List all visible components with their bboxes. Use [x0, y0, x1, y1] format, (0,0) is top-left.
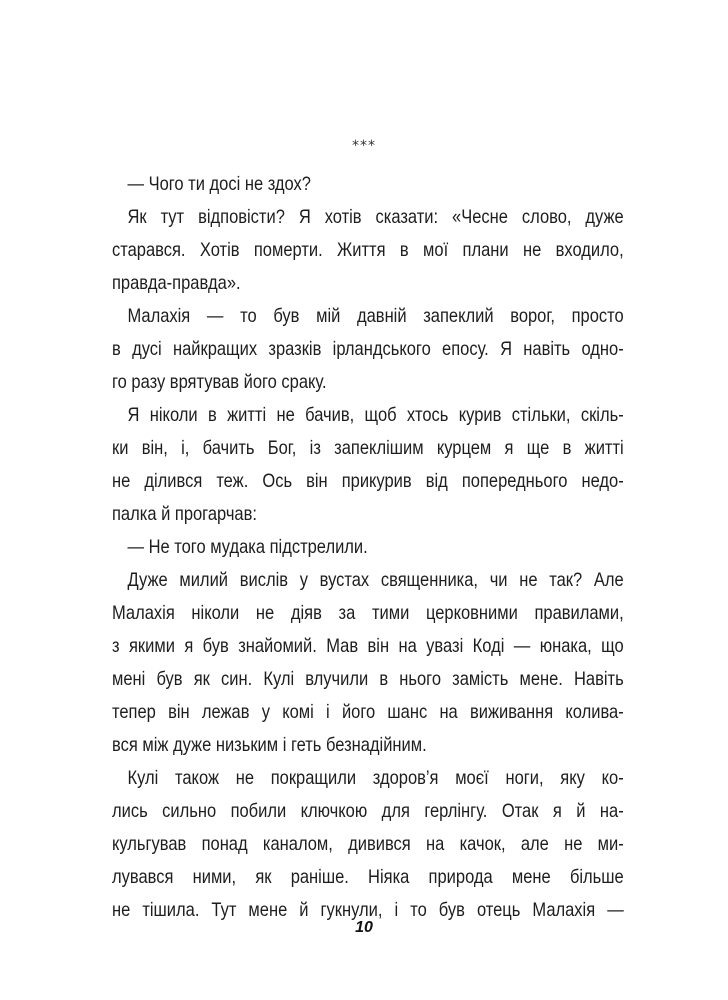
text-line: не тішила. Тут мене й гукнули, і то був отець Малахія —: [112, 900, 624, 921]
text-line: старався. Хотів померти. Життя в мої плани не входило,: [112, 240, 624, 261]
text-line: в дусі найкращих зразків ірландського епосу. Я навіть одно-: [112, 339, 624, 360]
text-line: правда-правда».: [112, 273, 241, 294]
section-separator: ***: [352, 138, 376, 154]
text-line: з якими я був знайомий. Мав він на увазі Коді — юнака, що: [112, 636, 624, 657]
text-line: лувався ними, як раніше. Ніяка природа мене більше: [112, 867, 624, 888]
text-line: го разу врятував його сраку.: [112, 372, 327, 393]
text-line: мені був як син. Кулі влучили в нього замість мене. Навіть: [112, 669, 624, 690]
text-line: палка й прогарчав:: [112, 504, 257, 525]
text-line: Малахія ніколи не діяв за тими церковними правилами,: [112, 603, 624, 624]
page-number: 10: [355, 919, 373, 936]
text-line: Дуже милий вислів у вустах священника, чи не так? Але: [127, 570, 624, 591]
text-line: ки він, і, бачить Бог, із запеклішим курцем я ще в житті: [112, 438, 624, 459]
body-text: [112, 168, 624, 927]
text-line: Кулі також не покращили здоров’я моєї ноги, яку ко-: [127, 768, 624, 789]
text-line: не ділився теж. Ось він прикурив від попереднього недо-: [112, 471, 624, 492]
text-line: Малахія — то був мій давній запеклий ворог, просто: [127, 306, 624, 327]
text-line: — Не того мудака підстрелили.: [127, 537, 368, 558]
text-line: Я ніколи в житті не бачив, щоб хтось курив стільки, скіль-: [127, 405, 624, 426]
text-line: тепер він лежав у комі і його шанс на виживання колива-: [112, 702, 624, 723]
text-line: — Чого ти досі не здох?: [127, 174, 311, 195]
text-line: Як тут відповісти? Я хотів сказати: «Чесне слово, дуже: [127, 207, 624, 228]
text-line: вся між дуже низьким і геть безнадійним.: [112, 735, 427, 756]
text-line: лись сильно побили ключкою для герлінгу. Отак я й на-: [112, 801, 624, 822]
text-line: кульгував понад каналом, дивився на качок, але не ми-: [112, 834, 624, 855]
